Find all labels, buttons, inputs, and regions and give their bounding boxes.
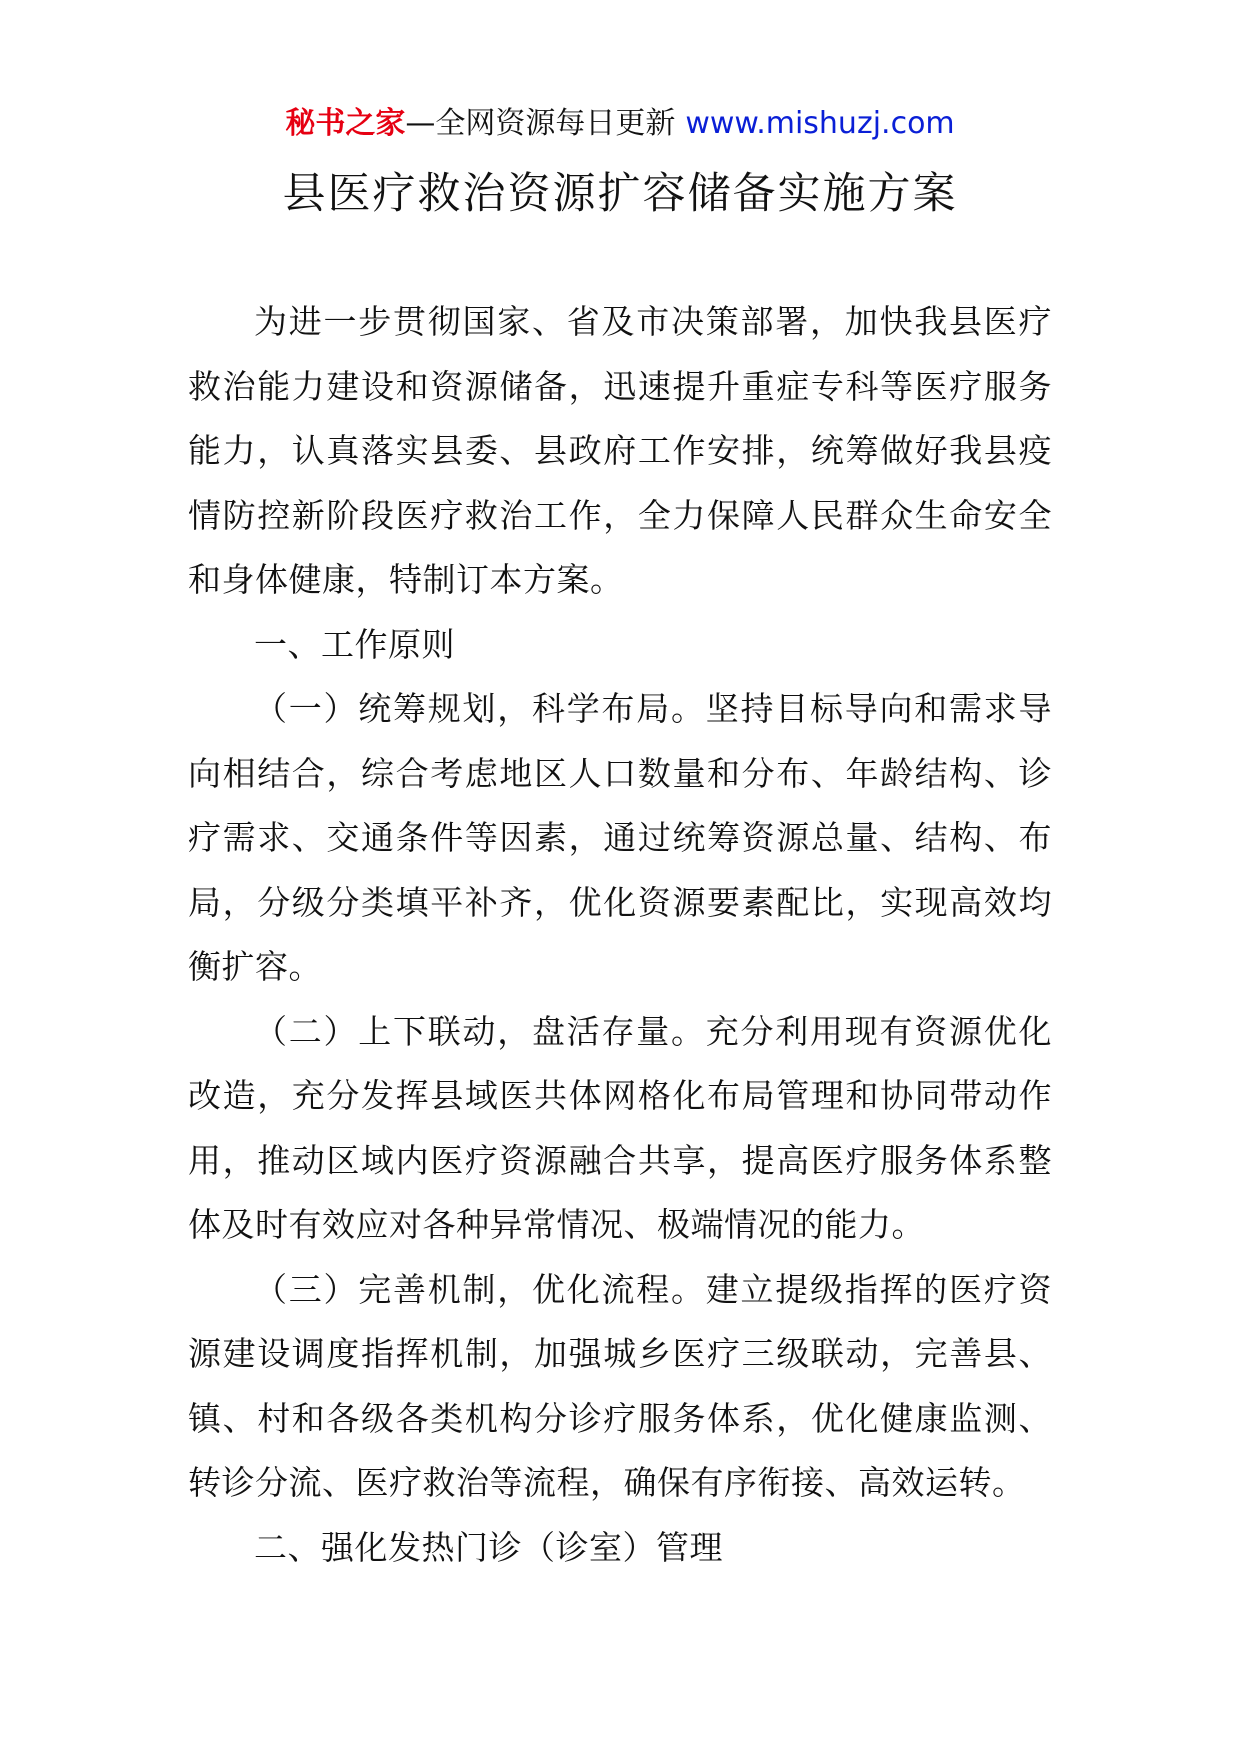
intro-paragraph: 为进一步贯彻国家、省及市决策部署，加快我县医疗救治能力建设和资源储备，迅速提升重症专科等医疗服务能力，认真落实县委、县政府工作安排，统筹做好我县疫情防控新阶段医疗救治工作，全力保障人民群众生命安全和身体健康，特制订本方案。 [188,302,1052,599]
principle-paragraph: （三）完善机制，优化流程。建立提级指挥的医疗资源建设调度指挥机制，加强城乡医疗三级联动，完善县、镇、村和各级各类机构分诊疗服务体系，优化健康监测、转诊分流、医疗救治等流程，确保有序衔接、高效运转。 [188,1269,1052,1502]
document-body [188,290,1052,1580]
site-banner [0,104,1240,144]
banner-tagline: —全网资源每日更新 [405,106,676,141]
section-heading: 一、工作原则 [254,624,455,664]
section-heading: 二、强化发热门诊（诊室）管理 [254,1527,723,1567]
principle-paragraph: （一）统筹规划，科学布局。坚持目标导向和需求导向相结合，综合考虑地区人口数量和分布、年龄结构、诊疗需求、交通条件等因素，通过统筹资源总量、结构、布局，分级分类填平补齐，优化资源要素配比，实现高效均衡扩容。 [188,689,1052,986]
document-title: 县医疗救治资源扩容储备实施方案 [282,169,958,219]
site-url: www.mishuzj.com [685,106,955,141]
principle-paragraph: （二）上下联动，盘活存量。充分利用现有资源优化改造，充分发挥县域医共体网格化布局管理和协同带动作用，推动区域内医疗资源融合共享，提高医疗服务体系整体及时有效应对各种异常情况、极端情况的能力。 [188,1011,1052,1244]
brand-name: 秘书之家 [285,106,406,141]
